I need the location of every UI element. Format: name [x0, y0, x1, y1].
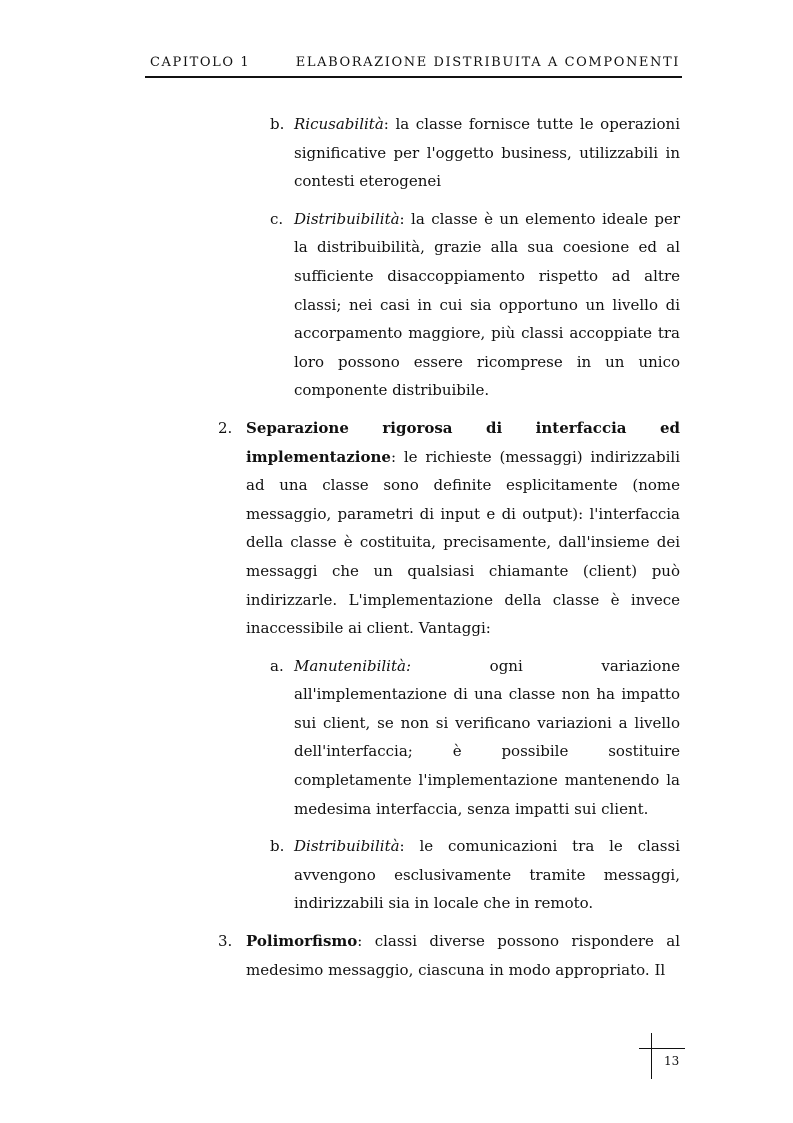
list-marker: a. — [270, 656, 284, 675]
list-marker: c. — [270, 209, 284, 228]
page-number-vertical-rule — [651, 1033, 652, 1079]
item-text: ogni variazione all'implementazione di una classe non ha impatto sui client, se non si verificano variazioni a livello dell'interfaccia; è possibile sostituire completamente l'implementazione mantenendo la medesima interfaccia, senza impatti sui client. — [294, 656, 680, 818]
page-number: 13 — [664, 1054, 680, 1068]
list-marker: 2. — [218, 418, 233, 437]
item-text: : la classe è un elemento ideale per la distribuibilità, grazie alla sua coesione ed al sufficiente disaccoppiamento rispetto ad altre classi; nei casi in cui sia opportuno un livello di accorpamento maggiore, più classi accoppiate tra loro possono essere ricomprese in un unico componente distribuibile. — [294, 209, 680, 400]
term: Polimorfismo — [246, 932, 358, 951]
running-header — [150, 55, 680, 75]
list-marker: 3. — [218, 932, 233, 951]
term: Separazione rigorosa di interfaccia ed implementazione — [246, 418, 680, 466]
list-marker: b. — [270, 115, 285, 133]
body-text — [216, 110, 686, 984]
item-text: : la classe fornisce tutte le operazioni significative per l'oggetto business, utilizzabili in contesti eterogenei — [294, 115, 680, 191]
list-item-a-manutenibilita — [270, 652, 686, 824]
term: Manutenibilità: — [294, 656, 412, 675]
list-item-c-distribuibilita — [270, 205, 686, 405]
list-item-3-polimorfismo — [218, 927, 686, 984]
term: Ricusabilità — [294, 115, 384, 133]
term: Distribuibilità — [294, 837, 400, 856]
chapter-label: CAPITOLO 1 — [150, 55, 251, 70]
list-marker: b. — [270, 837, 285, 856]
chapter-title: ELABORAZIONE DISTRIBUITA A COMPONENTI — [295, 55, 680, 70]
page-number-horizontal-rule — [639, 1048, 685, 1049]
list-item-b-ricusabilita — [270, 110, 686, 196]
list-item-b-distribuibilita — [270, 832, 686, 918]
item-text: : le comunicazioni tra le classi avvengono esclusivamente tramite messaggi, indirizzabili sia in locale che in remoto. — [294, 837, 680, 913]
item-text: : le richieste (messaggi) indirizzabili ad una classe sono definite esplicitamente (nome messaggio, parametri di input e di output): l'interfaccia della classe è costituita, precisamente, dall'insieme dei messaggi che un qualsiasi chiamante (client) può indirizzarle. L'implementazione della classe è invece inaccessibile ai client. Vantaggi: — [246, 447, 680, 638]
item-text: : classi diverse possono rispondere al medesimo messaggio, ciascuna in modo appropriato. Il — [246, 932, 680, 979]
header-rule — [145, 76, 682, 78]
list-item-2-separazione — [218, 414, 686, 643]
term: Distribuibilità — [294, 209, 400, 228]
